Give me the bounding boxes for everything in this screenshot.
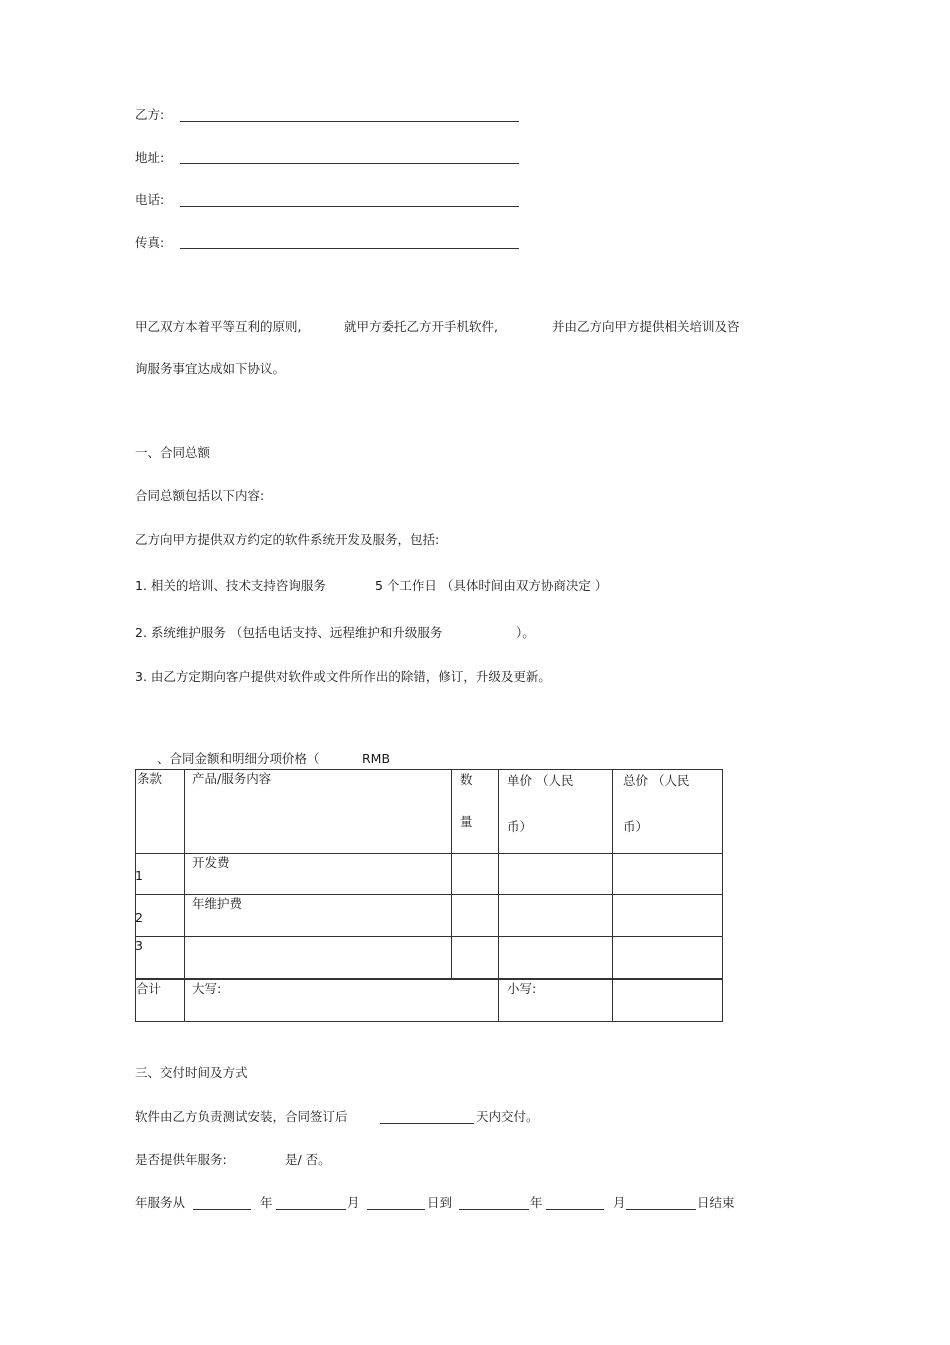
- row2-no: 2: [135, 910, 143, 925]
- row1-no-cell: [135, 853, 185, 895]
- total-amount-cell[interactable]: [612, 978, 723, 1022]
- start-day-label: 日到: [427, 1195, 453, 1210]
- fax-label: 传真:: [135, 235, 165, 250]
- end-day-label: 日结束: [697, 1195, 735, 1210]
- header-qty-2: 量: [460, 814, 473, 829]
- row3-item-cell[interactable]: [184, 936, 452, 979]
- section1-item1-part1: 1. 相关的培训、技术支持咨询服务: [135, 578, 326, 593]
- end-month-field[interactable]: [546, 1209, 604, 1210]
- intro-line1-part2: 就甲方委托乙方开手机软件,: [344, 319, 498, 334]
- header-unit-price-1: 单价 （人民: [507, 773, 574, 788]
- phone-label: 电话:: [135, 192, 165, 207]
- total-label: 合计: [136, 981, 162, 996]
- intro-line1-part3: 并由乙方向甲方提供相关培训及咨: [552, 319, 740, 334]
- header-qty-1: 数: [460, 772, 473, 787]
- header-cell-qty: [451, 769, 499, 854]
- start-day-field[interactable]: [367, 1209, 425, 1210]
- section3-heading: 三、交付时间及方式: [135, 1065, 248, 1080]
- section1-line2: 乙方向甲方提供双方约定的软件系统开发及服务，包括:: [135, 532, 440, 547]
- total-label-cell: [135, 978, 185, 1022]
- header-total-price-2: 币）: [623, 819, 649, 834]
- section3-line1-part2: 天内交付。: [476, 1109, 539, 1124]
- row3-total-price-cell[interactable]: [612, 936, 723, 979]
- phone-field[interactable]: [180, 206, 519, 207]
- party-b-field[interactable]: [180, 121, 519, 122]
- header-cell-unit-price: [498, 769, 613, 854]
- row1-total-price-cell[interactable]: [612, 853, 723, 895]
- party-b-label: 乙方:: [135, 107, 165, 122]
- row2-total-price-cell[interactable]: [612, 894, 723, 937]
- start-month-field[interactable]: [276, 1209, 346, 1210]
- address-field[interactable]: [180, 163, 519, 164]
- row1-unit-price-cell[interactable]: [498, 853, 613, 895]
- header-cell-item: [184, 769, 452, 854]
- total-lowercase-cell[interactable]: [498, 978, 613, 1022]
- start-year-label: 年: [260, 1195, 273, 1210]
- header-cell-total-price: [612, 769, 723, 854]
- row1-item-cell: [184, 853, 452, 895]
- fax-field[interactable]: [180, 248, 519, 249]
- section2-heading-part2: RMB: [362, 751, 391, 766]
- start-month-label: 月: [347, 1195, 360, 1210]
- section1-item1-part2: 5 个工作日 （具体时间由双方协商决定 ）: [375, 578, 608, 593]
- intro-line2: 询服务事宜达成如下协议。: [135, 361, 286, 376]
- row1-qty-cell[interactable]: [451, 853, 499, 895]
- header-total-price-1: 总价 （人民: [623, 773, 690, 788]
- row2-no-cell: [135, 894, 185, 937]
- row3-qty-cell[interactable]: [451, 936, 499, 979]
- section1-item2-part2: ）。: [516, 625, 535, 640]
- total-uppercase-label: 大写:: [192, 981, 222, 996]
- header-no: 条款: [137, 771, 163, 786]
- intro-line1-part1: 甲乙双方本着平等互利的原则,: [135, 319, 302, 334]
- row2-qty-cell[interactable]: [451, 894, 499, 937]
- total-uppercase-cell[interactable]: [184, 978, 499, 1022]
- section1-line1: 合同总额包括以下内容:: [135, 488, 265, 503]
- section3-line2-part2[interactable]: 是/ 否。: [285, 1152, 331, 1167]
- header-item: 产品/服务内容: [192, 771, 272, 786]
- row3-no: 3: [135, 938, 143, 953]
- row1-item: 开发费: [192, 855, 230, 870]
- header-unit-price-2: 币）: [507, 819, 533, 834]
- section1-item2-part1: 2. 系统维护服务 （包括电话支持、远程维护和升级服务: [135, 625, 443, 640]
- row2-item-cell: [184, 894, 452, 937]
- end-year-label: 年: [530, 1195, 543, 1210]
- row3-no-cell: [135, 936, 185, 979]
- end-day-field[interactable]: [626, 1209, 696, 1210]
- price-table: [135, 769, 723, 1022]
- section1-heading: 一、合同总额: [135, 445, 211, 460]
- section1-item3: 3. 由乙方定期向客户提供对软件或文件所作出的除错，修订，升级及更新。: [135, 669, 551, 684]
- delivery-days-field[interactable]: [380, 1123, 474, 1124]
- row1-no: 1: [135, 868, 143, 883]
- address-label: 地址:: [135, 150, 165, 165]
- row3-unit-price-cell[interactable]: [498, 936, 613, 979]
- service-from-label: 年服务从: [135, 1195, 186, 1210]
- row2-item: 年维护费: [192, 896, 243, 911]
- end-year-field[interactable]: [459, 1209, 529, 1210]
- row2-unit-price-cell[interactable]: [498, 894, 613, 937]
- total-lowercase-label: 小写:: [507, 981, 537, 996]
- end-month-label: 月: [613, 1195, 626, 1210]
- start-year-field[interactable]: [193, 1209, 251, 1210]
- section3-line1-part1: 软件由乙方负责测试安装，合同签订后: [135, 1109, 348, 1124]
- header-cell-no: [135, 769, 185, 854]
- section2-heading-part1: 、合同金额和明细分项价格（: [157, 751, 320, 766]
- section3-line2-part1: 是否提供年服务:: [135, 1152, 227, 1167]
